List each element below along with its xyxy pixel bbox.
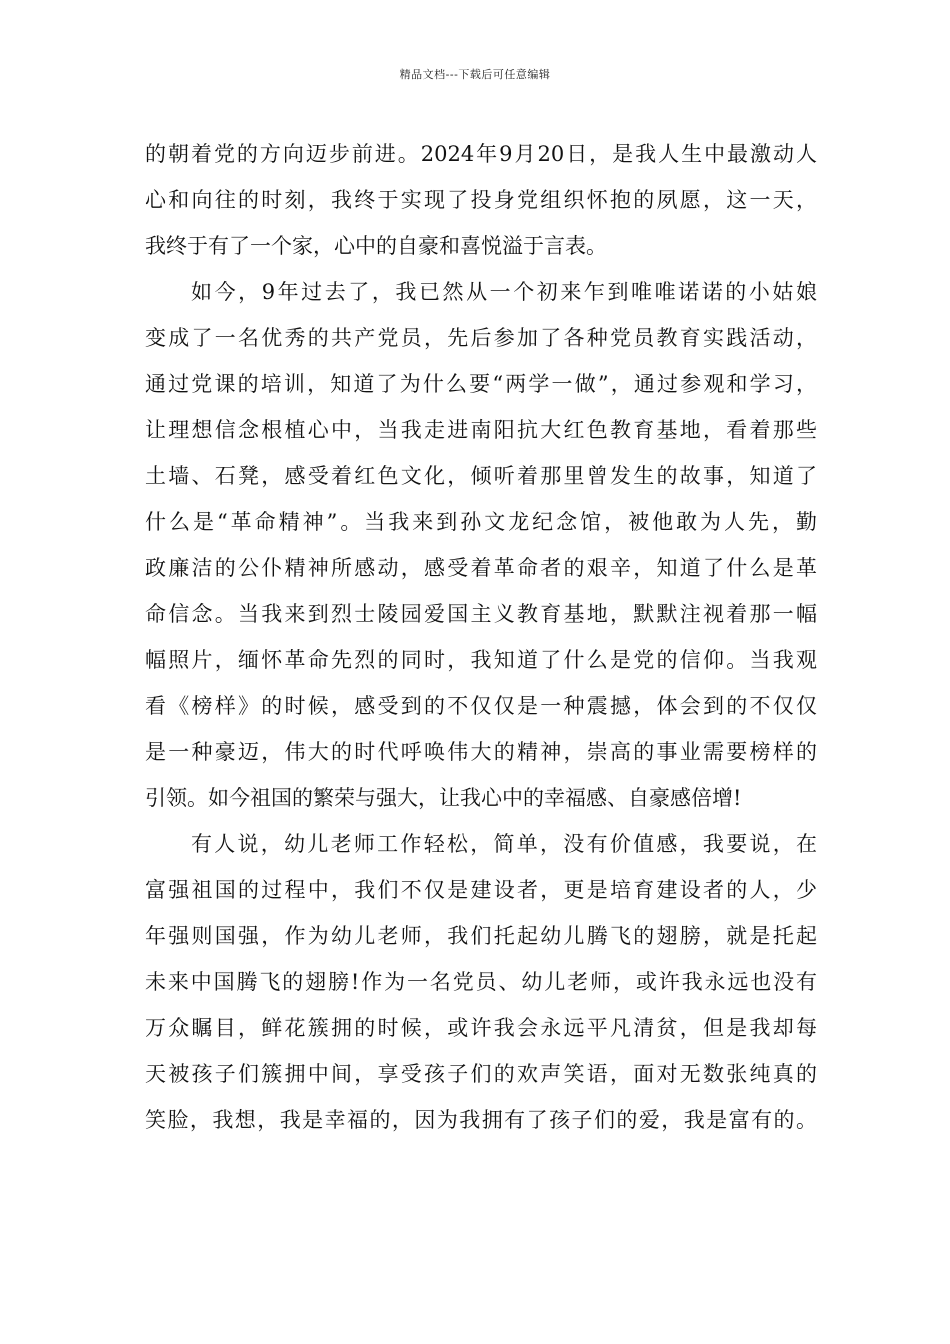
text-line: 富强祖国的过程中，我们不仅是建设者，更是培育建设者的人，少 <box>145 878 817 902</box>
text-line: 有人说，幼儿老师工作轻松，简单，没有价值感，我要说，在 <box>191 832 817 856</box>
text-line: 是一种豪迈，伟大的时代呼唤伟大的精神，崇高的事业需要榜样的 <box>145 740 817 764</box>
text-line: 变成了一名优秀的共产党员，先后参加了各种党员教育实践活动， <box>145 326 817 350</box>
text-line: 政廉洁的公仆精神所感动，感受着革命者的艰辛，知道了什么是革 <box>145 556 817 580</box>
text-line: 幅照片，缅怀革命先烈的同时，我知道了什么是党的信仰。当我观 <box>145 648 817 672</box>
text-line: 命信念。当我来到烈士陵园爱国主义教育基地，默默注视着那一幅 <box>145 602 817 626</box>
text-line: 看《榜样》的时候，感受到的不仅仅是一种震撼，体会到的不仅仅 <box>145 694 817 718</box>
text-line: 让理想信念根植心中，当我走进南阳抗大红色教育基地，看着那些 <box>145 418 817 442</box>
text-line: 土墙、石凳，感受着红色文化，倾听着那里曾发生的故事，知道了 <box>145 464 817 488</box>
text-line: 引领。如今祖国的繁荣与强大，让我心中的幸福感、自豪感倍增! <box>145 786 742 810</box>
document-body <box>145 131 817 1143</box>
text-line: 如今，9年过去了，我已然从一个初来乍到唯唯诺诺的小姑娘 <box>191 280 817 304</box>
paragraph <box>145 131 817 269</box>
page-header: 精品文档---下载后可任意编辑 <box>399 68 551 81</box>
text-line: 万众瞩目，鲜花簇拥的时候，或许我会永远平凡清贫，但是我却每 <box>145 1016 817 1040</box>
paragraph <box>145 821 817 1143</box>
text-line: 未来中国腾飞的翅膀!作为一名党员、幼儿老师，或许我永远也没有 <box>145 970 817 994</box>
text-line: 心和向往的时刻，我终于实现了投身党组织怀抱的夙愿，这一天， <box>145 188 817 212</box>
text-line: 我终于有了一个家，心中的自豪和喜悦溢于言表。 <box>145 234 607 258</box>
text-line: 通过党课的培训，知道了为什么要“两学一做”，通过参观和学习， <box>145 372 817 396</box>
text-line: 什么是“革命精神”。当我来到孙文龙纪念馆，被他敢为人先，勤 <box>145 510 817 534</box>
text-line: 笑脸，我想，我是幸福的，因为我拥有了孩子们的爱，我是富有的。 <box>145 1108 817 1132</box>
text-line: 年强则国强，作为幼儿老师，我们托起幼儿腾飞的翅膀，就是托起 <box>145 924 817 948</box>
paragraph <box>145 269 817 821</box>
text-line: 的朝着党的方向迈步前进。2024年9月20日，是我人生中最激动人 <box>145 142 817 166</box>
text-line: 天被孩子们簇拥中间，享受孩子们的欢声笑语，面对无数张纯真的 <box>145 1062 817 1086</box>
